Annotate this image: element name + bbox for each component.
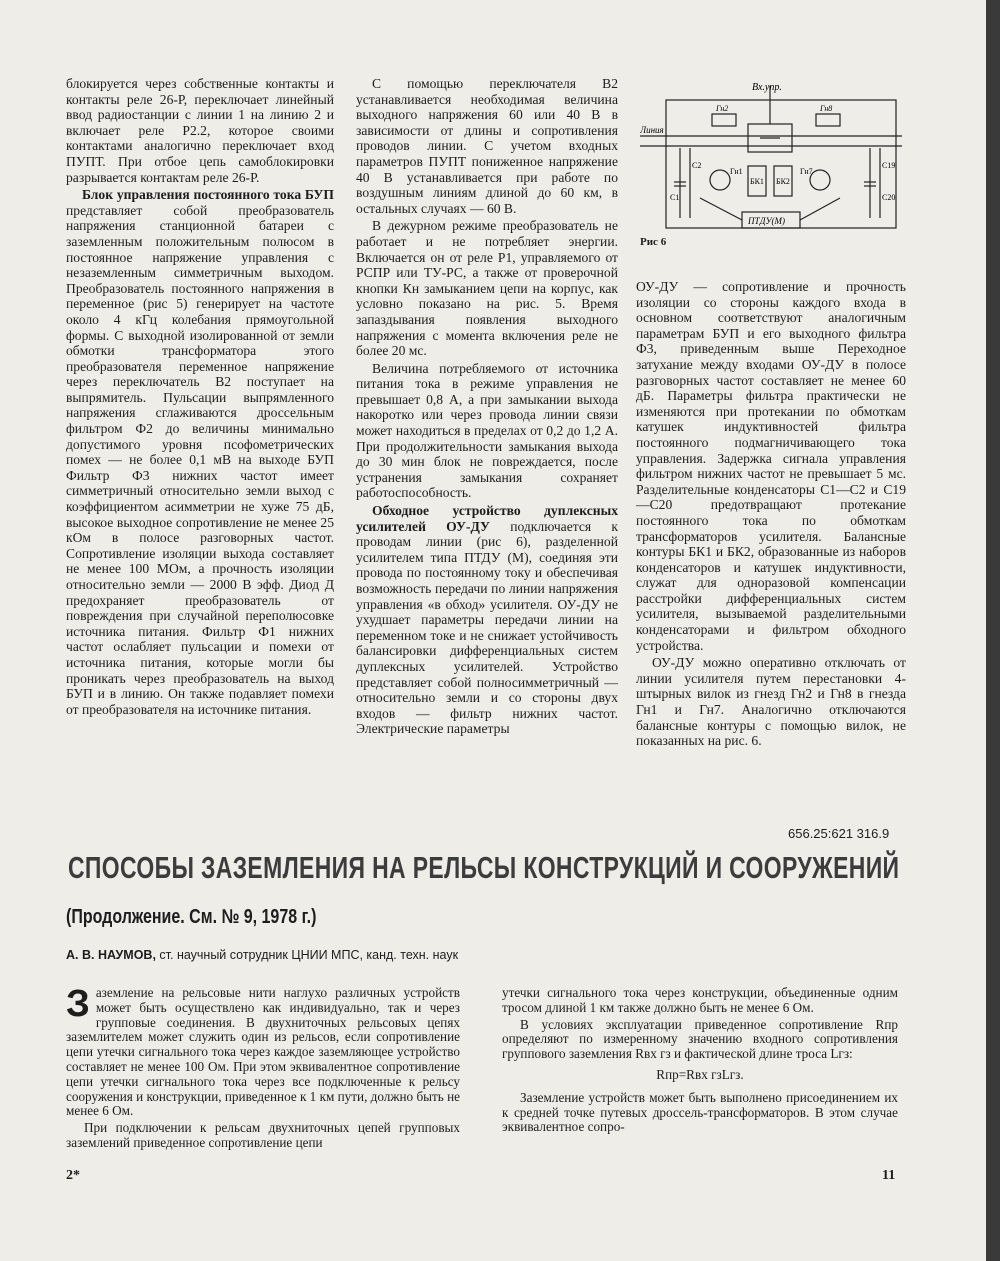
udc-code: 656.25:621 316.9	[788, 826, 890, 841]
diagram-label: БК2	[776, 177, 790, 186]
column-1	[66, 76, 334, 719]
column-2	[356, 76, 618, 739]
paragraph: В условиях эксплуатации приведенное сопротивление Rпр определяют по измеренному значению входного сопротивления группового заземления Rвх гз и фактической длине троса Lгз:	[502, 1016, 898, 1062]
diagram-label: С1	[670, 193, 680, 202]
diagram-title: Вх.упр.	[752, 82, 782, 93]
paragraph: С помощью переключателя В2 устанавливается необходимая величина выходного напряжения 60 или 40 В в зависимости от длины и сопротивления проводов линии. С учетом входных параметров ПУПТ пониженное напряжение 40 В устанавливается при работе по воздушным линиям длиной до 60 км, в остальных случаях — 60 В.	[356, 76, 618, 216]
article-subtitle: (Продолжение. См. № 9, 1978 г.)	[66, 906, 317, 928]
author-name: А. В. НАУМОВ,	[66, 948, 156, 962]
diagram-label: Гн8	[820, 104, 833, 113]
signature-mark: 2*	[66, 1168, 80, 1183]
paragraph-text: подключается к проводам линии (рис 6), разделенной усилителем типа ПТДУ (М), соединяя эти провода по постоянному току и обеспечивая возможность передачи по линии напряжения управления «в обход» усилителя. ОУ-ДУ не ухудшает параметры передачи линии на переменном токе и не снижает устойчивость балансировки дифференциальных систем дуплексных усилителей. Устройство представляет собой полносимметричный — относительно земли и со стороны двух входов — фильтр нижних частот. Электрические параметры	[356, 518, 618, 737]
diagram-label: ПТДУ(М)	[748, 216, 786, 226]
author-info: ст. научный сотрудник ЦНИИ МПС, канд. техн. наук	[155, 948, 459, 962]
diagram-label: С2	[692, 161, 702, 170]
paragraph	[66, 187, 334, 717]
article-column-2	[502, 986, 898, 1137]
paragraph: Величина потребляемого от источника питания тока в режиме управления не превышает 0,8 А, а при замыкании выхода накоротко или через провода линии связи может находиться в пределах от 0,2 до 1,2 А. При продолжительности замыкания выхода до 30 мин блок не повреждается, после устранения замыкания сохраняет работоспособность.	[356, 360, 618, 501]
diagram-label: Гн1	[730, 167, 743, 176]
page-number: 11	[882, 1168, 896, 1183]
paragraph: ОУ-ДУ можно оперативно отключать от линии усилителя путем перестановки 4-штырных вилок из гнезд Гн2 и Гн8 в гнезда Гн1 и Гн7. Аналогично отключаются балансные контуры с помощью вилок, не показанных на рис. 6.	[636, 655, 906, 749]
diagram-label: С20	[882, 193, 896, 202]
paragraph	[356, 503, 618, 737]
diagram-label: Гн2	[716, 104, 729, 113]
section-heading: Обходное устройство дуплексных усилителей ОУ-ДУ	[356, 503, 618, 534]
page-edge	[986, 0, 1000, 1261]
author-line	[66, 948, 458, 962]
diagram-label: Линия	[640, 125, 664, 135]
circuit-diagram	[640, 78, 902, 268]
paragraph: утечки сигнального тока через конструкции, объединенные одним тросом длиной 1 км также должно быть не менее 6 Ом.	[502, 985, 898, 1015]
article-column-1	[66, 983, 461, 1153]
paragraph: При подключении к рельсам двухниточных цепей групповых заземлений приведенное сопротивление цепи	[66, 1120, 460, 1150]
paragraph-text: представляет собой преобразователь напряжения станционной батареи с заземленным положительным полюсом в постоянное напряжение управления с незаземленным симметричным выходом. Преобразователь постоянного напряжения в переменное (рис 5) генерирует на частоте около 4 кГц колебания прямоугольной формы. С выходной изолированной от земли обмотки трансформатора этого преобразователя переменное напряжение через переключатель В2 поступает на выпрямитель. Пульсации выпрямленного напряжения сглаживаются дроссельным фильтром Ф2 до величины минимально допустимого уровня псофометрических помех — не более 0,1 мВ на выходе БУП Фильтр Ф3 нижних частот имеет симметричный относительно земли выход с коэффициентом асимметрии не хуже 75 дБ, высокое выходное сопротивление не менее 25 кОм в полосе разговорных частот. Сопротивление изоляции выхода составляет не менее 100 МОм, а прочность изоляции относительно земли — 2000 В эфф. Диод Д предохраняет преобразователь от повреждения при случайной переполюсовке источника питания. Фильтр Ф1 нижних частот ослабляет пульсации и помехи от источника питания, которые могли бы проникать через преобразователь на выход БУП и в линию. Он также подавляет помехи от преобразователя на источнике питания.	[66, 202, 334, 717]
socket-gn2	[712, 114, 736, 126]
drop-cap: З	[66, 983, 90, 1025]
socket-gn8	[816, 114, 840, 126]
paragraph: В дежурном режиме преобразователь не работает и не потребляет энергии. Включается он от реле Р1, управляемого от РСПР или ТУ-РС, а также от проверочной кнопки Кн замыканием цепи на корпус, как условно показано на рис. 5. Время запаздывания появления выходного напряжения с момента включения реле не более 20 мс.	[356, 218, 618, 359]
section-heading: Блок управления постоянного тока БУП	[82, 187, 334, 203]
paragraph	[66, 983, 461, 1119]
column-3	[636, 279, 906, 751]
diagram-label: Гн7	[800, 167, 813, 176]
figure-caption: Рис 6	[640, 236, 667, 248]
paragraph-text: аземление на рельсовые нити наглухо различных устройств может быть осуществлено как индивидуально, так и через групповые соединения. В двухниточных рельсовых цепях заземлителем может служить один из рельсов, если сопротивление цепи утечки сигнального тока через каждое заземляющее устройство составляет не менее 100 Ом. При этом эквивалентное сопротивление цепи утечки сигнального тока через все подключенные к рельсу сооружения и конструкции, приведенное к 1 км пути, должно быть не менее 6 Ом.	[66, 985, 461, 1119]
formula: Rпр=Rвх гзLгз.	[656, 1066, 744, 1082]
paragraph: ОУ-ДУ — сопротивление и прочность изоляции со стороны каждого входа в основном соответствуют аналогичным параметрам БУП и его выходного фильтра Ф3, приведенным выше Переходное затухание между входами ОУ-ДУ в полосе разговорных частот составляет не менее 60 дБ. Параметры фильтра практически не изменяются при протекании по обмоткам катушек индуктивностей фильтра постоянного подмагничивающего тока управления. Задержка сигнала управления фильтром нижних частот не превышает 5 мс. Разделительные конденсаторы С1—С2 и С19—С20 предотвращают протекание постоянного тока по обмоткам трансформаторов усилителя. Балансные контуры БК1 и БК2, образованные из наборов конденсаторов и катушек индуктивности, служат для одноразовой компенсации расстройки дифференциальных систем усилителя, вызываемой разделительными конденсаторами и фильтром обходного устройства.	[636, 279, 906, 653]
diagram-label: С19	[882, 161, 896, 170]
paragraph: блокируется через собственные контакты и контакты реле 26-Р, переключает линейный ввод радиостанции с линии 1 на линию 2 и включает реле Р2.2, которое своими контактами аналогично переключает вход ПУПТ. При отбое цепь самоблокировки разрывается контактам реле 26-Р.	[66, 76, 334, 185]
paragraph: Заземление устройств может быть выполнено присоединением их к средней точке путевых дроссель-трансформаторов. В этом случае эквивалентное сопро-	[502, 1089, 898, 1135]
article-title: СПОСОБЫ ЗАЗЕМЛЕНИЯ НА РЕЛЬСЫ КОНСТРУКЦИЙ И СООРУЖЕНИЙ	[68, 850, 900, 885]
diagram-label: БК1	[750, 177, 764, 186]
